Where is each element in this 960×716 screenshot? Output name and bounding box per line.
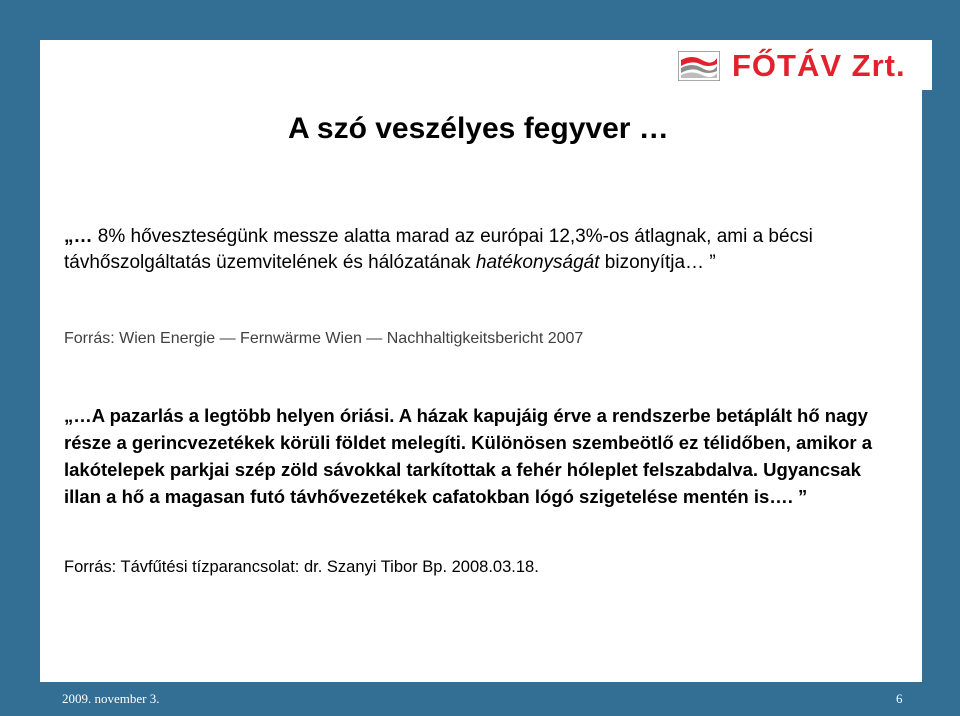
page-number: 6 xyxy=(896,691,903,706)
fotav-logo-icon xyxy=(678,51,720,81)
quote-text: 8% hőveszteségünk messze alatta marad az európai 12,3%-os átlagnak, ami a bécsi távhőszolgáltatás üzemvitelének és hálózatának xyxy=(64,226,813,273)
frame-right xyxy=(922,0,960,716)
quote-close-mark: ” xyxy=(709,252,716,273)
logo-text: FŐTÁV Zrt. xyxy=(732,48,906,83)
quote-text-end: bizonyítja… xyxy=(599,252,710,273)
company-logo xyxy=(668,40,932,90)
slide-title: A szó veszélyes fegyver … xyxy=(288,112,669,145)
footer-date: 2009. november 3. xyxy=(62,691,160,706)
slide-content xyxy=(40,40,922,682)
frame-left xyxy=(0,0,40,716)
quote-wien-energie xyxy=(64,224,904,276)
quote-emphasis: hatékonyságát xyxy=(475,252,600,273)
quote-open-mark: „… xyxy=(64,226,93,247)
source-wien-energie: Forrás: Wien Energie — Fernwärme Wien — Nachhaltigkeitsbericht 2007 xyxy=(64,330,584,347)
frame-top xyxy=(0,0,960,40)
source-szanyi: Forrás: Távfűtési tízparancsolat: dr. Szanyi Tibor Bp. 2008.03.18. xyxy=(64,558,539,576)
quote-szanyi: „…A pazarlás a legtöbb helyen óriási. A házak kapujáig érve a rendszerbe betáplált hő nagy része a gerincvezetékek körüli földet melegíti. Különösen szembeötlő ez télidőben, amikor a lakótelepek parkjai szép zöld sávokkal tarkítottak a fehér hóleplet felszabdalva. Ugyancsak illan a hő a magasan futó távhővezetékek cafatokban lógó szigetelése mentén is…. ” xyxy=(64,405,873,507)
